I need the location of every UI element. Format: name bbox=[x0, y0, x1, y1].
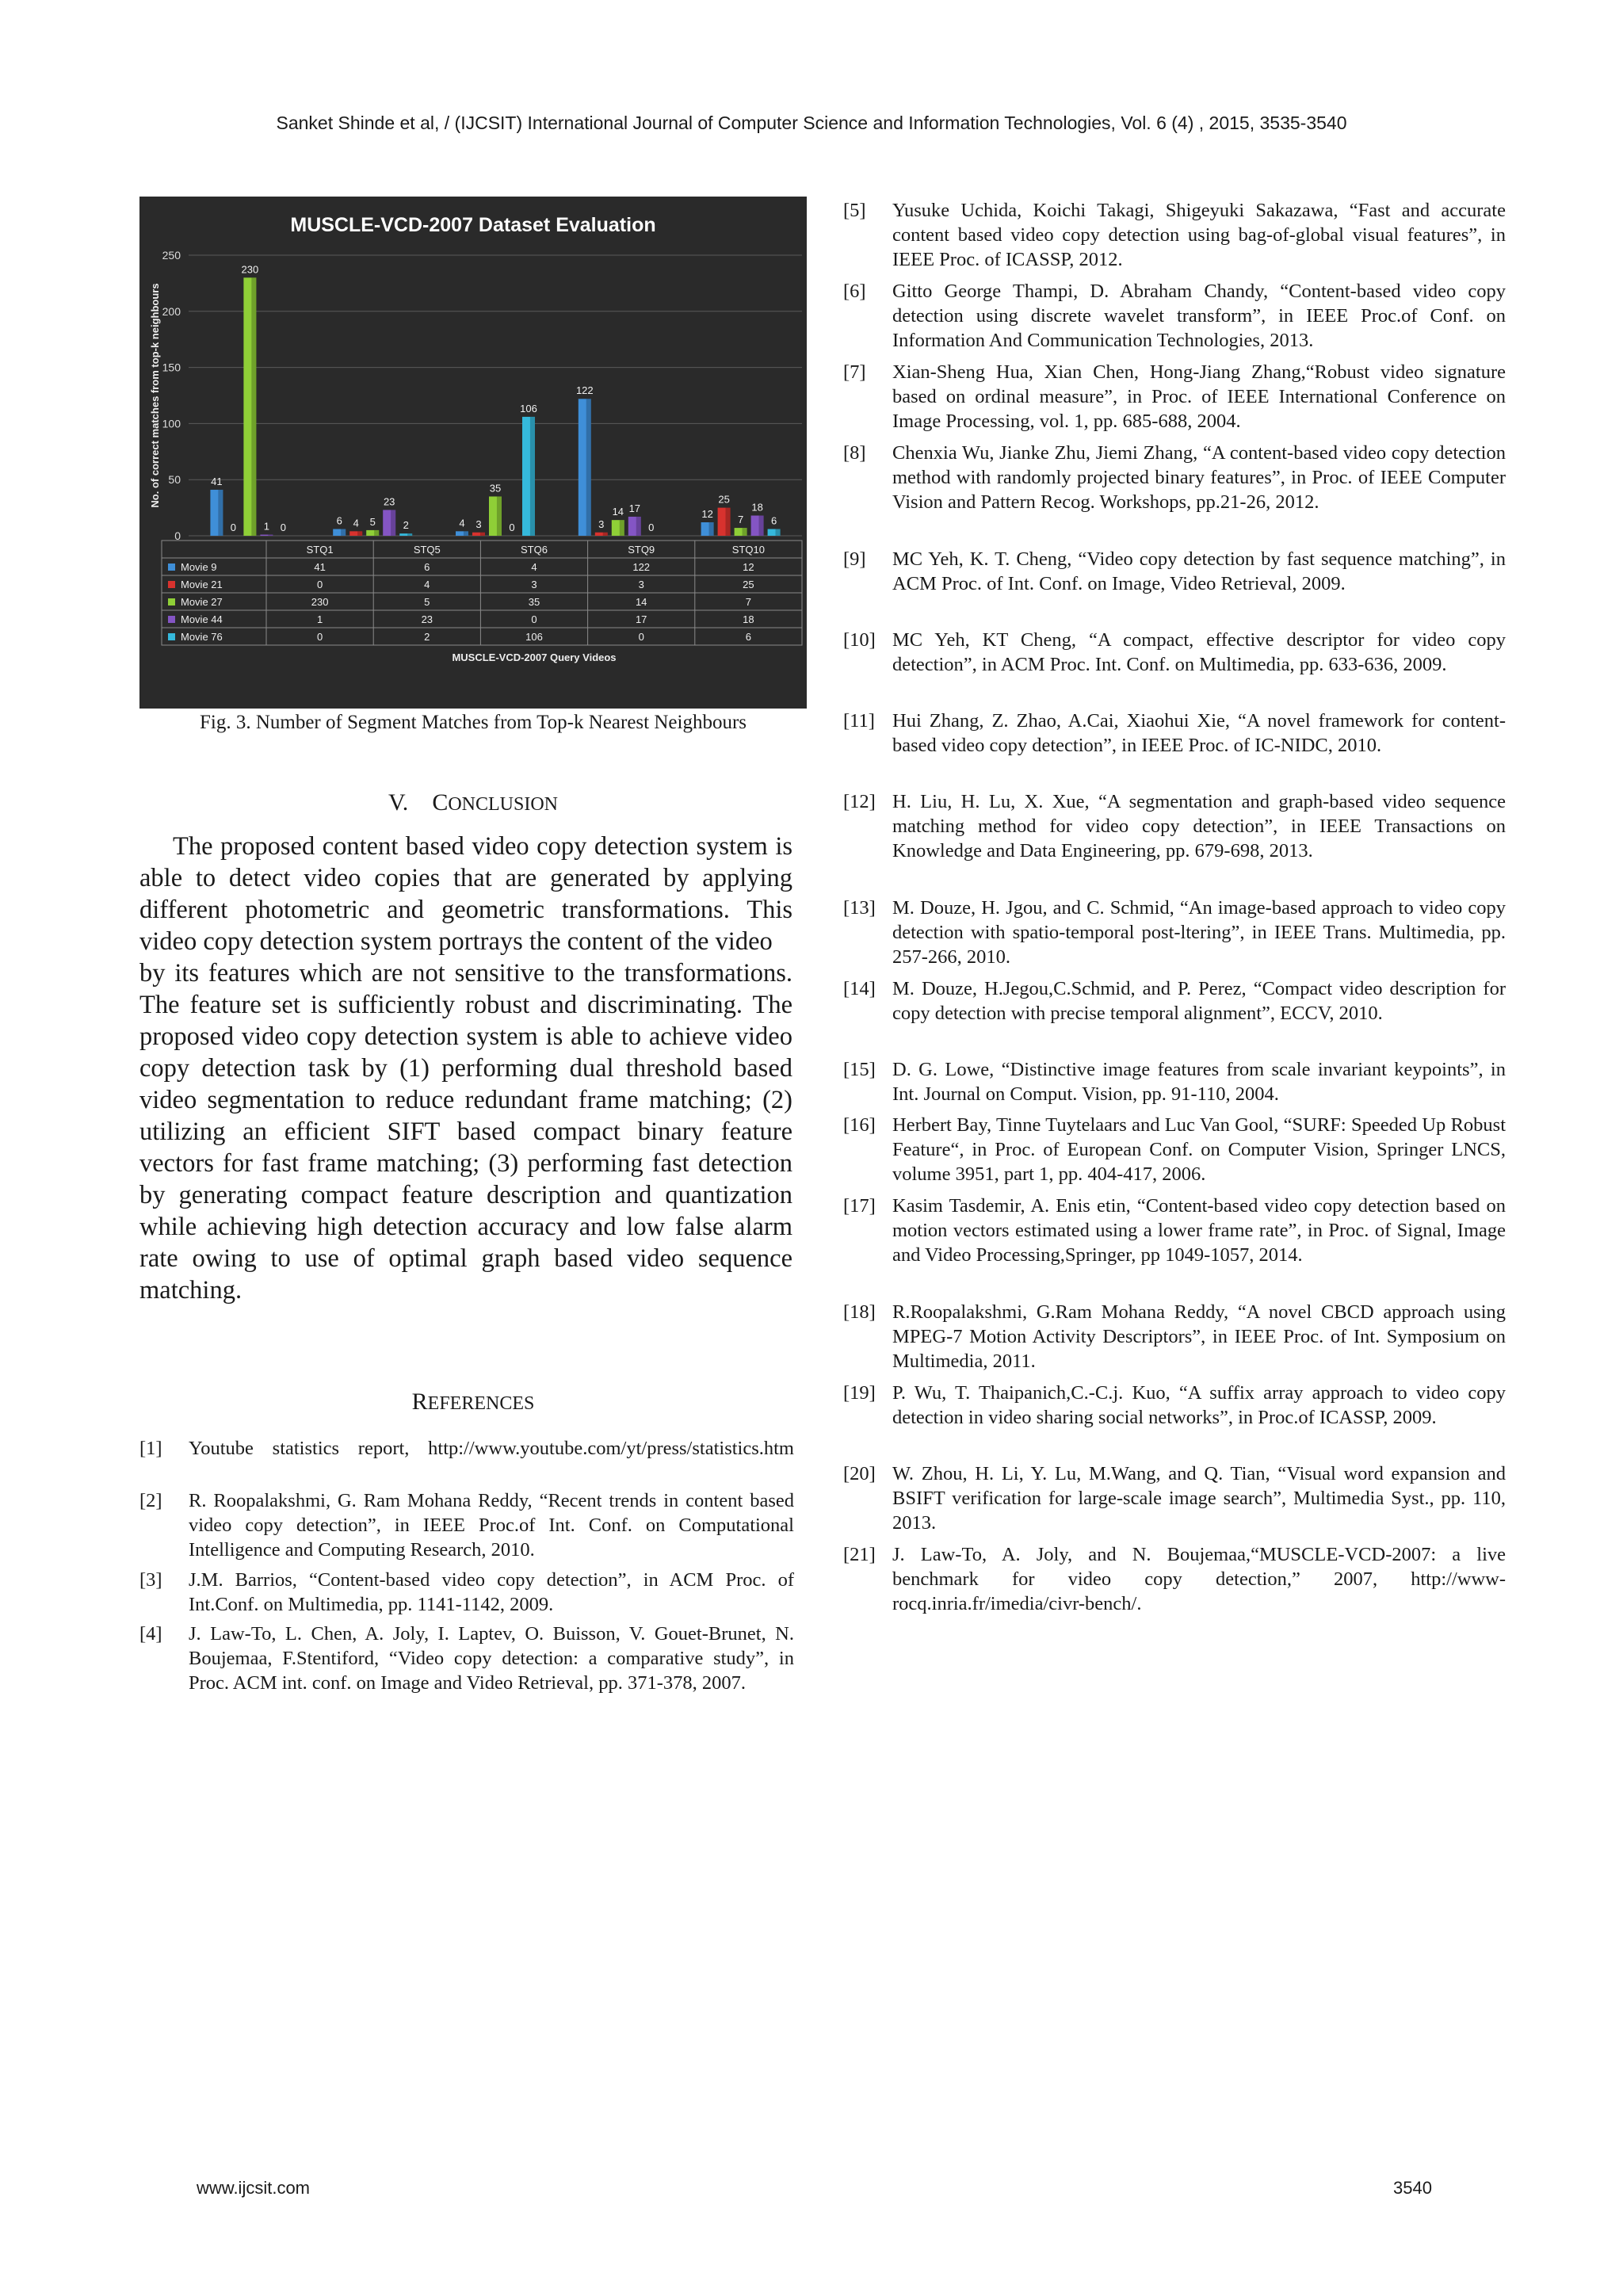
reference-text: W. Zhou, H. Li, Y. Lu, M.Wang, and Q. Tian, “Visual word expansion and BSIFT verification for large-scale image search”, Multimedia Syst., pp. 110, 2013. bbox=[892, 1463, 1506, 1534]
reference-number: [3] bbox=[139, 1569, 162, 1591]
table-cell: 1 bbox=[316, 613, 323, 625]
y-tick-label: 200 bbox=[162, 304, 181, 318]
chart-background bbox=[139, 197, 807, 709]
table-cell: 0 bbox=[316, 631, 323, 643]
references-heading bbox=[139, 1389, 807, 1415]
table-cell: 3 bbox=[638, 579, 644, 590]
reference-number: [21] bbox=[843, 1544, 876, 1565]
legend-swatch bbox=[168, 598, 175, 606]
table-cell: 35 bbox=[528, 596, 540, 608]
bar-shade bbox=[357, 531, 362, 536]
legend-label: Movie 44 bbox=[181, 613, 223, 625]
bar-shade bbox=[407, 533, 412, 536]
reference-number: [8] bbox=[843, 442, 866, 464]
x-tick-label: STQ6 bbox=[521, 544, 548, 556]
legend-label: Movie 27 bbox=[181, 596, 223, 608]
data-label: 25 bbox=[718, 493, 730, 506]
bar-shade bbox=[251, 277, 256, 536]
y-tick-label: 150 bbox=[162, 361, 181, 374]
table-cell: 41 bbox=[314, 561, 326, 573]
data-label: 0 bbox=[280, 521, 287, 533]
footer-url: www.ijcsit.com bbox=[197, 2178, 311, 2198]
bar-shade bbox=[218, 490, 223, 536]
reference-text: J.M. Barrios, “Content-based video copy detection”, in ACM Proc. of Int.Conf. on Multimedia, pp. 1141-1142, 2009. bbox=[189, 1569, 794, 1615]
legend-label: Movie 21 bbox=[181, 579, 223, 590]
reference-text: Yusuke Uchida, Koichi Takagi, Shigeyuki Sakazawa, “Fast and accurate content based video copy detection using bag-of-global visual features”, in IEEE Proc. of ICASSP, 2012. bbox=[892, 200, 1506, 270]
reference-text: H. Liu, H. Lu, X. Xue, “A segmentation and graph-based video sequence matching method for video copy detection”, in IEEE Transactions on Knowledge and Data Engineering, pp. 679-698, 2013. bbox=[892, 791, 1506, 861]
chart-title: MUSCLE-VCD-2007 Dataset Evaluation bbox=[290, 214, 656, 236]
reference-number: [14] bbox=[843, 978, 876, 999]
table-cell: 4 bbox=[531, 561, 537, 573]
legend-swatch bbox=[168, 633, 175, 640]
bar-shade bbox=[374, 530, 379, 536]
table-cell: 230 bbox=[311, 596, 329, 608]
y-axis-label: No. of correct matches from top-k neighbours bbox=[149, 283, 161, 508]
bar-shade bbox=[776, 529, 781, 536]
data-label: 41 bbox=[211, 475, 223, 487]
data-label: 230 bbox=[241, 263, 259, 276]
table-cell: 18 bbox=[743, 613, 754, 625]
data-label: 122 bbox=[575, 384, 594, 397]
table-cell: 4 bbox=[424, 579, 430, 590]
bar-shade bbox=[743, 528, 747, 536]
table-cell: 3 bbox=[531, 579, 537, 590]
bar-shade bbox=[620, 520, 624, 536]
figure-caption: Fig. 3. Number of Segment Matches from Top-k Nearest Neighbours bbox=[199, 712, 747, 733]
reference-text: MC Yeh, K. T. Cheng, “Video copy detection by fast sequence matching”, in ACM Proc. of Int. Conf. on Image, Video Retrieval, 2009. bbox=[892, 548, 1506, 594]
data-label: 0 bbox=[230, 521, 237, 533]
data-label: 3 bbox=[475, 518, 482, 530]
table-cell: 0 bbox=[638, 631, 644, 643]
reference-text: M. Douze, H.Jegou,C.Schmid, and P. Perez, “Compact video description for copy detection with precise temporal alignment”, ECCV, 2010. bbox=[892, 978, 1506, 1024]
legend-label: Movie 9 bbox=[181, 561, 217, 573]
data-label: 18 bbox=[751, 501, 763, 514]
reference-text: J. Law-To, L. Chen, A. Joly, I. Laptev, O. Buisson, V. Gouet-Brunet, N. Boujemaa, F.Stentiford, “Video copy detection: a comparative study”, in Proc. ACM int. conf. on Image and Video Retrieval, pp. 371-378, 2007. bbox=[189, 1623, 794, 1694]
page-number: 3540 bbox=[1393, 2178, 1432, 2198]
figure-chart bbox=[139, 197, 807, 709]
table-cell: 5 bbox=[424, 596, 430, 608]
legend-swatch bbox=[168, 581, 175, 588]
y-tick-label: 100 bbox=[162, 417, 181, 430]
bar-shade bbox=[464, 531, 468, 536]
table-cell: 6 bbox=[745, 631, 752, 643]
references-heading-rest: EFERENCES bbox=[427, 1393, 535, 1414]
conclusion-text bbox=[139, 831, 792, 1306]
x-tick-label: STQ9 bbox=[628, 544, 655, 556]
data-label: 106 bbox=[520, 402, 537, 415]
table-cell: 12 bbox=[743, 561, 754, 573]
running-header: Sanket Shinde et al, / (IJCSIT) International Journal of Computer Science and Information Technologies, Vol. 6 (4) , 2015, 3535-3540 bbox=[276, 113, 1347, 133]
reference-text: Herbert Bay, Tinne Tuytelaars and Luc Van Gool, “SURF: Speeded Up Robust Feature“, in Proc. of European Conf. on Computer Vision, Springer LNCS, volume 3951, part 1, pp. 404-417, 2006. bbox=[892, 1114, 1506, 1185]
bar-shade bbox=[341, 529, 346, 536]
data-label: 35 bbox=[489, 482, 502, 495]
data-label: 0 bbox=[509, 521, 515, 533]
data-label: 1 bbox=[263, 520, 270, 533]
table-cell: 2 bbox=[424, 631, 430, 643]
reference-number: [4] bbox=[139, 1623, 162, 1645]
x-tick-label: STQ1 bbox=[306, 544, 334, 556]
reference-number: [13] bbox=[843, 897, 876, 919]
data-label: 6 bbox=[770, 514, 777, 527]
reference-text: P. Wu, T. Thaipanich,C.-C.j. Kuo, “A suffix array approach to video copy detection in video sharing social networks”, in Proc.of ICASSP, 2009. bbox=[892, 1382, 1506, 1428]
data-label: 4 bbox=[459, 517, 465, 529]
legend-swatch bbox=[168, 563, 175, 571]
reference-text: Kasim Tasdemir, A. Enis etin, “Content-based video copy detection based on motion vectors estimated using a lower frame rate”, in Proc. of Signal, Image and Video Processing,Springer, pp 1049-1057, 2014. bbox=[892, 1195, 1506, 1266]
reference-number: [1] bbox=[139, 1438, 162, 1459]
reference-number: [5] bbox=[843, 200, 866, 221]
table-cell: 17 bbox=[635, 613, 647, 625]
bar-shade bbox=[603, 533, 608, 536]
reference-number: [9] bbox=[843, 548, 866, 570]
reference-number: [7] bbox=[843, 361, 866, 383]
conclusion-paragraph: by its features which are not sensitive to the transformations. The feature set is sufficiently robust and discriminating. The proposed video copy detection system is able to achieve video copy detection task by (1) performing dual threshold based video segmentation to reduce redundant frame matching; (2) utilizing an efficient SIFT based compact binary feature vectors for fast frame matching; (3) performing fast detection by generating compact feature description and quantization while achieving high detection accuracy and low false alarm rate owing to use of optimal graph based video sequence matching. bbox=[139, 959, 792, 1305]
legend-swatch bbox=[168, 616, 175, 623]
legend-label: Movie 76 bbox=[181, 631, 223, 643]
reference-text: M. Douze, H. Jgou, and C. Schmid, “An image-based approach to video copy detection with spatio-temporal post-ltering”, in IEEE Trans. Multimedia, pp. 257-266, 2010. bbox=[892, 897, 1506, 968]
references-heading-first: R bbox=[411, 1389, 428, 1415]
conclusion-paragraph: The proposed content based video copy detection system is able to detect video copies that are generated by applying different photometric and geometric transformations. This video copy detection system portrays the content of the video bbox=[139, 832, 792, 956]
reference-number: [11] bbox=[843, 710, 875, 732]
data-label: 12 bbox=[701, 508, 713, 521]
reference-number: [19] bbox=[843, 1382, 876, 1404]
reference-text: Hui Zhang, Z. Zhao, A.Cai, Xiaohui Xie, “A novel framework for content-based video copy detection”, in IEEE Proc. of IC-NIDC, 2010. bbox=[892, 710, 1506, 756]
bar-shade bbox=[709, 522, 714, 536]
table-cell: 25 bbox=[743, 579, 754, 590]
reference-text: Youtube statistics report, http://www.youtube.com/yt/press/statistics.htm bbox=[189, 1438, 794, 1459]
y-tick-label: 50 bbox=[168, 473, 181, 487]
reference-number: [20] bbox=[843, 1463, 876, 1484]
reference-text: Chenxia Wu, Jianke Zhu, Jiemi Zhang, “A content-based video copy detection method with randomly projected binary features”, in Proc. of IEEE Computer Vision and Pattern Recog. Workshops, pp.21-26, 2012. bbox=[892, 442, 1506, 513]
data-label: 7 bbox=[737, 514, 744, 526]
table-cell: 6 bbox=[424, 561, 430, 573]
reference-text: Xian-Sheng Hua, Xian Chen, Hong-Jiang Zhang,“Robust video signature based on ordinal measure”, in Proc. of IEEE International Conference on Image Processing, vol. 1, pp. 685-688, 2004. bbox=[892, 361, 1506, 432]
data-label: 0 bbox=[648, 521, 655, 533]
data-label: 17 bbox=[628, 502, 641, 514]
bar-shade bbox=[636, 517, 641, 536]
data-label: 6 bbox=[336, 514, 342, 527]
reference-number: [15] bbox=[843, 1059, 876, 1080]
x-tick-label: STQ10 bbox=[731, 544, 765, 556]
bar-shade bbox=[497, 496, 502, 536]
reference-number: [10] bbox=[843, 629, 876, 651]
data-label: 14 bbox=[612, 506, 624, 518]
reference-text: Gitto George Thampi, D. Abraham Chandy, “Content-based video copy detection using discrete wavelet transform”, in IEEE Proc.of Conf. on Information And Communication Technologies, 2013. bbox=[892, 281, 1506, 351]
bar-shade bbox=[391, 510, 395, 536]
y-tick-label: 250 bbox=[162, 249, 181, 262]
reference-text: J. Law-To, A. Joly, and N. Boujemaa,“MUSCLE-VCD-2007: a live benchmark for video copy detection,” 2007, http://www-rocq.inria.fr/imedia/civr-bench/. bbox=[892, 1544, 1506, 1614]
reference-number: [18] bbox=[843, 1301, 876, 1323]
reference-text: MC Yeh, KT Cheng, “A compact, effective descriptor for video copy detection”, in ACM Proc. Int. Conf. on Multimedia, pp. 633-636, 2009. bbox=[892, 629, 1506, 675]
table-cell: 0 bbox=[531, 613, 537, 625]
data-label: 2 bbox=[403, 519, 409, 532]
section-heading-conclusion bbox=[139, 789, 807, 816]
table-cell: 14 bbox=[635, 596, 647, 608]
table-cell: 122 bbox=[632, 561, 651, 573]
bar-shade bbox=[268, 535, 273, 536]
reference-number: [6] bbox=[843, 281, 866, 302]
table-cell: 23 bbox=[421, 613, 433, 625]
data-label: 23 bbox=[383, 495, 395, 508]
table-cell: 106 bbox=[525, 631, 543, 643]
reference-number: [2] bbox=[139, 1490, 162, 1511]
section-title-rest: ONCLUSION bbox=[448, 794, 558, 815]
bar-shade bbox=[480, 533, 485, 536]
x-axis-label: MUSCLE-VCD-2007 Query Videos bbox=[452, 651, 617, 663]
reference-number: [12] bbox=[843, 791, 876, 812]
data-label: 5 bbox=[369, 515, 376, 528]
reference-number: [16] bbox=[843, 1114, 876, 1136]
section-title-first: C bbox=[432, 789, 449, 816]
bar-shade bbox=[530, 417, 535, 536]
section-number: V. bbox=[388, 789, 409, 816]
bar-shade bbox=[586, 399, 591, 536]
reference-text: R.Roopalakshmi, G.Ram Mohana Reddy, “A novel CBCD approach using MPEG-7 Motion Activity Descriptors”, in IEEE Proc. of Int. Symposium on Multimedia, 2011. bbox=[892, 1301, 1506, 1372]
x-tick-label: STQ5 bbox=[413, 544, 441, 556]
bar-shade bbox=[726, 508, 731, 536]
table-cell: 0 bbox=[316, 579, 323, 590]
table-cell: 7 bbox=[745, 596, 752, 608]
y-tick-label: 0 bbox=[174, 529, 181, 542]
reference-number: [17] bbox=[843, 1195, 876, 1217]
bar-shade bbox=[759, 516, 764, 536]
data-label: 4 bbox=[353, 517, 359, 529]
reference-text: D. G. Lowe, “Distinctive image features from scale invariant keypoints”, in Int. Journal on Comput. Vision, pp. 91-110, 2004. bbox=[892, 1059, 1506, 1105]
data-label: 3 bbox=[598, 518, 605, 530]
reference-text: R. Roopalakshmi, G. Ram Mohana Reddy, “Recent trends in content based video copy detection”, in IEEE Proc.of Int. Conf. on Computational Intelligence and Computing Research, 2010. bbox=[189, 1490, 794, 1561]
